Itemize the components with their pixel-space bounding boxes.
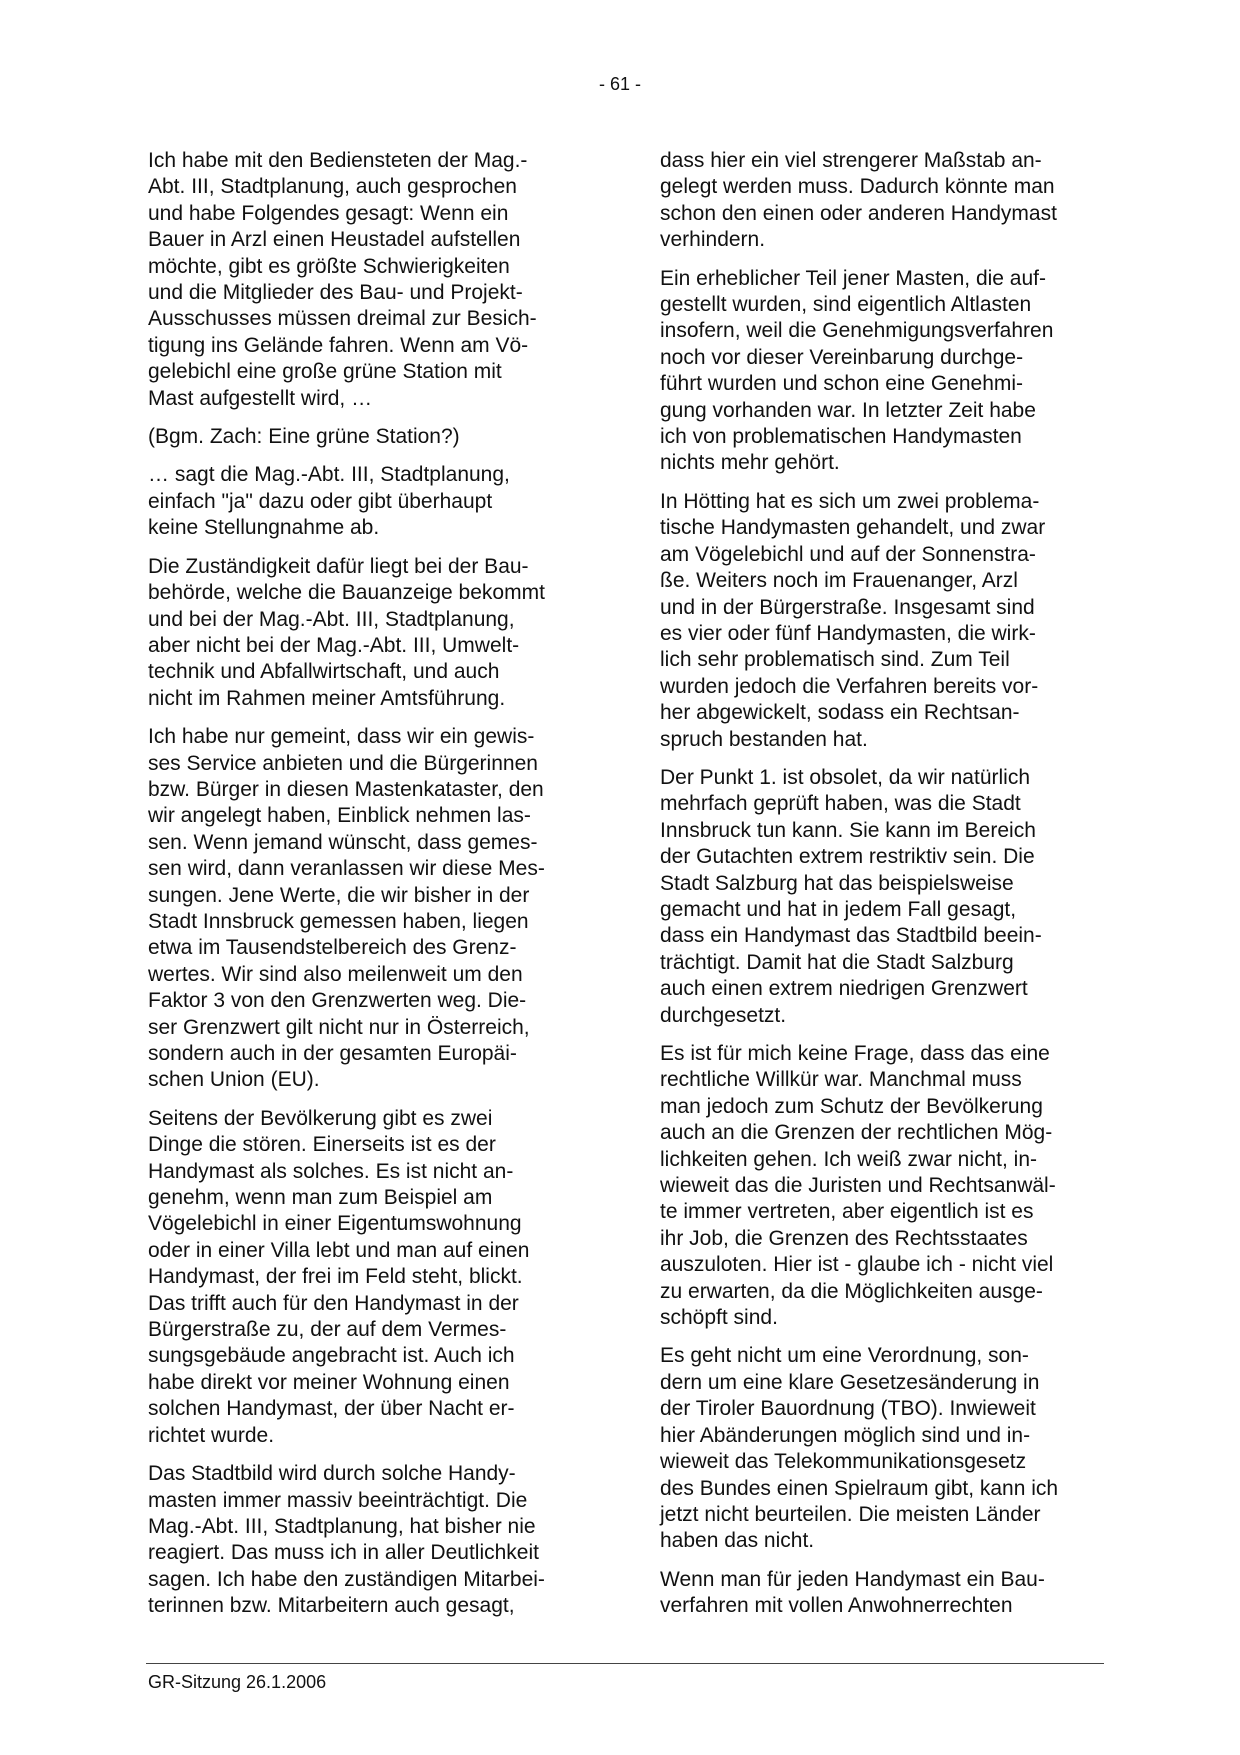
paragraph: Das Stadtbild wird durch solche Handy- masten immer massiv beeinträchtigt. Die Mag.-Abt. III, Stadtplanung, hat bisher nie reagiert. Das muss ich in aller Deutlichkeit sagen. Ich habe den zuständigen Mitarbei- terinnen bzw. Mitarbeitern auch gesagt, — [148, 1462, 545, 1618]
footer-divider — [146, 1663, 1104, 1664]
paragraph: Die Zuständigkeit dafür liegt bei der Bau- behörde, welche die Bauanzeige bekommt und bei der Mag.-Abt. III, Stadtplanung, aber nicht bei der Mag.-Abt. III, Umwelt- technik und Abfallwirtschaft, und auch nicht im Rahmen meiner Amtsführung. — [148, 554, 545, 710]
paragraph: Wenn man für jeden Handymast ein Bau- verfahren mit vollen Anwohnerrechten — [660, 1567, 1045, 1618]
paragraph: dass hier ein viel strengerer Maßstab an- gelegt werden muss. Dadurch könnte man schon den einen oder anderen Handymast verhindern. — [660, 149, 1057, 252]
paragraph: Seitens der Bevölkerung gibt es zwei Dinge die stören. Einerseits ist es der Handymast als solches. Es ist nicht an- genehm, wenn man zum Beispiel am Vögelebichl in einer Eigentumswohnung oder in einer Villa lebt und man auf einen Handymast, der frei im Feld steht, blickt. Das trifft auch für den Handymast in der Bürgerstraße zu, der auf dem Vermes- sungsgebäude angebracht ist. Auch ich habe direkt vor meiner Wohnung einen solchen Handymast, der über Nacht er- richtet wurde. — [148, 1106, 530, 1447]
paragraph: Ich habe mit den Bediensteten der Mag.- Abt. III, Stadtplanung, auch gesprochen und habe Folgendes gesagt: Wenn ein Bauer in Arzl einen Heustadel aufstellen möchte, gibt es größte Schwierigkeiten und die Mitglieder des Bau- und Projekt- Ausschusses müssen dreimal zur Besich- tigung ins Gelände fahren. Wenn am Vö- gelebichl eine große grüne Station mit Mast aufgestellt wird, … — [148, 149, 537, 410]
paragraph: Der Punkt 1. ist obsolet, da wir natürlich mehrfach geprüft haben, was die Stadt Innsbruck tun kann. Sie kann im Bereich der Gutachten extrem restriktiv sein. Die Stadt Salzburg hat das beispielsweise gemacht und hat in jedem Fall gesagt, dass ein Handymast das Stadtbild beein- trächtigt. Damit hat die Stadt Salzburg auch einen extrem niedrigen Grenzwert durchgesetzt. — [660, 765, 1042, 1027]
left-column — [148, 148, 593, 1632]
paragraph: Es geht nicht um eine Verordnung, son- dern um eine klare Gesetzesänderung in der Tiroler Bauordnung (TBO). Inwieweit hier Abänderungen möglich sind und in- wieweit das Telekommunikationsgesetz des Bundes einen Spielraum gibt, kann ich jetzt nicht beurteilen. Die meisten Länder haben das nicht. — [660, 1344, 1059, 1553]
paragraph: In Hötting hat es sich um zwei problema- tische Handymasten gehandelt, und zwar am Vögelebichl und auf der Sonnenstra- ße. Weiters noch im Frauenanger, Arzl und in der Bürgerstraße. Insgesamt sind es vier oder fünf Handymasten, die wirk- lich sehr problematisch sind. Zum Teil wurden jedoch die Verfahren bereits vor- her abgewickelt, sodass ein Rechtsan- spruch bestanden hat. — [660, 489, 1046, 751]
paragraph: Ich habe nur gemeint, dass wir ein gewis- ses Service anbieten und die Bürgerinnen bzw. Bürger in diesen Mastenkataster, den wir angelegt haben, Einblick nehmen las- sen. Wenn jemand wünscht, dass gemes- sen wird, dann veranlassen wir diese Mes- sungen. Jene Werte, die wir bisher in der Stadt Innsbruck gemessen haben, liegen etwa im Tausendstelbereich des Grenz- wertes. Wir sind also meilenweit um den Faktor 3 von den Grenzwerten weg. Die- ser Grenzwert gilt nicht nur in Österreich, sondern auch in der gesamten Europäi- schen Union (EU). — [148, 725, 545, 1092]
page-number: - 61 - — [598, 74, 641, 94]
footer-text: GR-Sitzung 26.1.2006 — [148, 1672, 327, 1692]
paragraph: Es ist für mich keine Frage, dass das eine rechtliche Willkür war. Manchmal muss man jedoch zum Schutz der Bevölkerung auch an die Grenzen der rechtlichen Mög- lichkeiten gehen. Ich weiß zwar nicht, in- wieweit das die Juristen und Rechtsanwäl- te immer vertreten, aber eigentlich ist es ihr Job, die Grenzen des Rechtsstaates auszuloten. Hier ist - glaube ich - nicht viel zu erwarten, da die Möglichkeiten ausge- schöpft sind. — [660, 1042, 1056, 1330]
paragraph: (Bgm. Zach: Eine grüne Station?) — [148, 425, 460, 449]
paragraph: … sagt die Mag.-Abt. III, Stadtplanung, einfach "ja" dazu oder gibt überhaupt keine Stellungnahme ab. — [148, 463, 510, 540]
right-column — [660, 148, 1105, 1632]
paragraph: Ein erheblicher Teil jener Masten, die auf- gestellt wurden, sind eigentlich Altlasten insofern, weil die Genehmigungsverfahren noch vor dieser Vereinbarung durchge- führt wurden und schon eine Genehmi- gung vorhanden war. In letzter Zeit habe ich von problematischen Handymasten nichts mehr gehört. — [660, 266, 1054, 475]
